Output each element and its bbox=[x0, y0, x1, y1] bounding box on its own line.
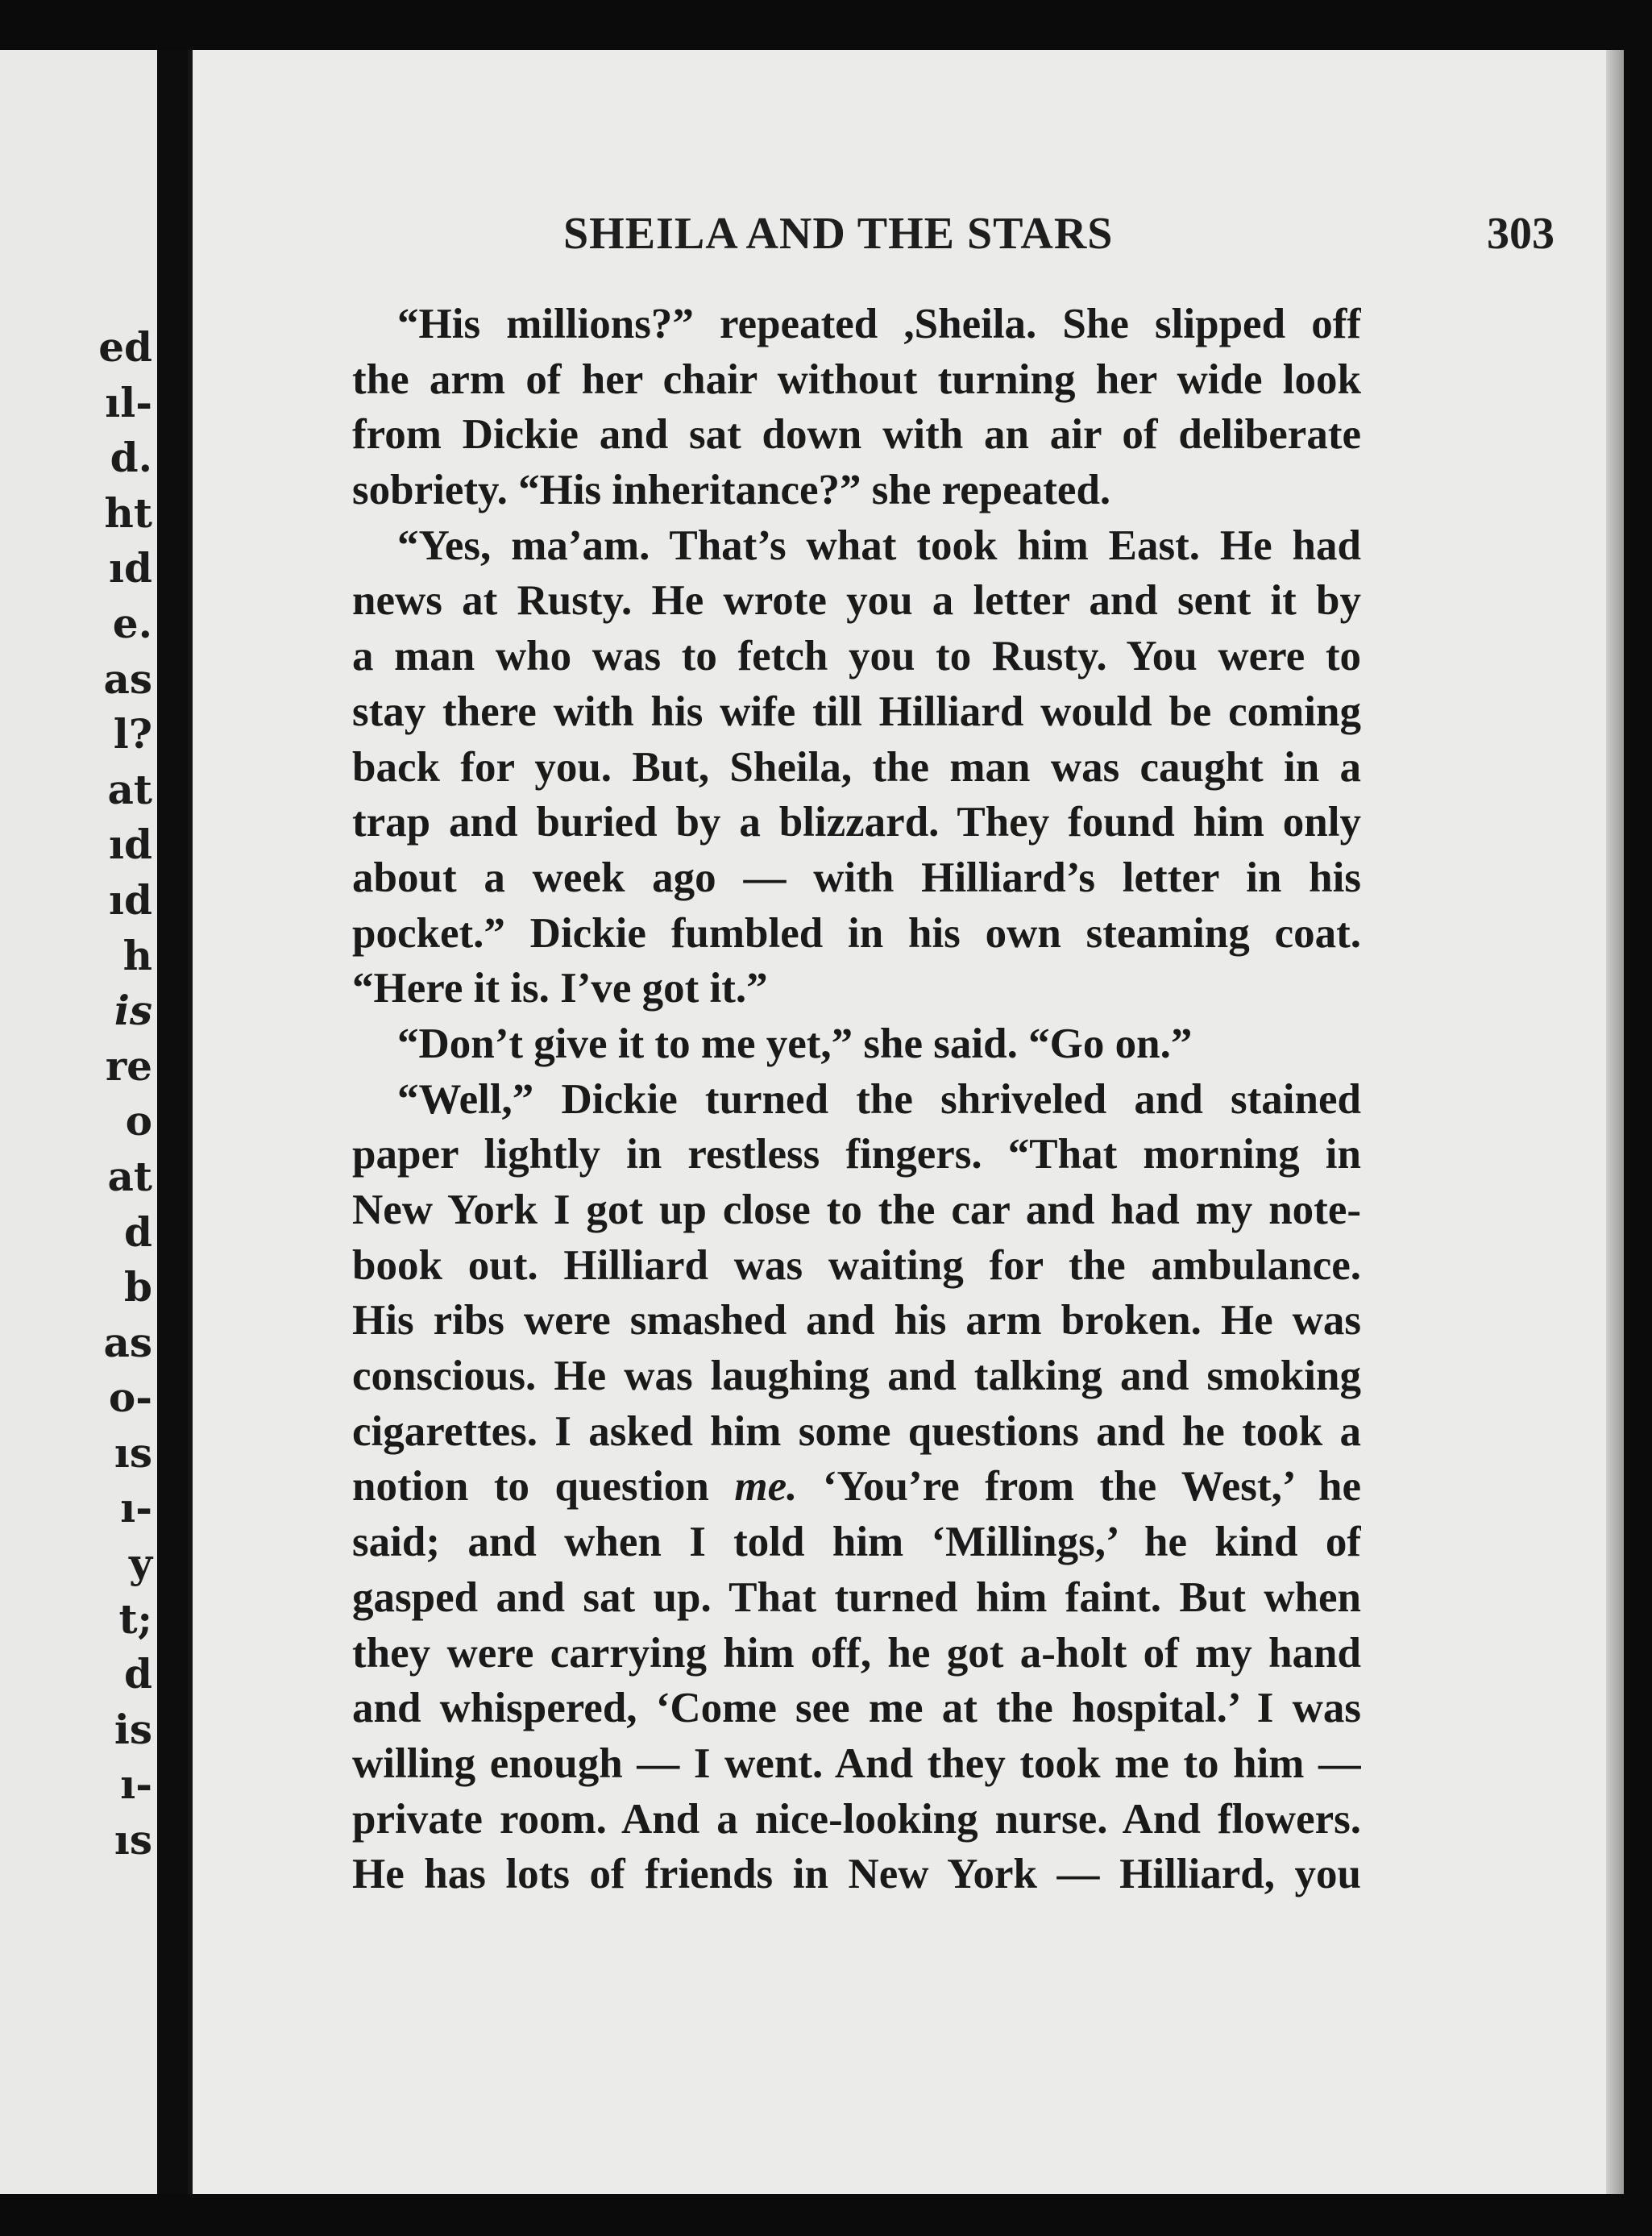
text-line: said; and when I told him ‘Millings,’ he kind of bbox=[352, 1519, 1361, 1566]
facing-line: d bbox=[124, 1207, 152, 1256]
facing-line: ed bbox=[98, 323, 152, 371]
text-line: “Here it is. I’ve got it.” bbox=[352, 965, 768, 1012]
text-line: “Yes, ma’am. That’s what took him East. He had bbox=[397, 522, 1361, 569]
text-line: book out. Hilliard was waiting for the ambulance. bbox=[352, 1241, 1361, 1289]
facing-line: ıd bbox=[109, 875, 152, 924]
text-line: private room. And a nice-looking nurse. And flowers. bbox=[352, 1795, 1361, 1843]
facing-page bbox=[0, 50, 157, 2194]
text-line: willing enough — I went. And they took me to him — bbox=[352, 1739, 1361, 1787]
text-line: cigarettes. I asked him some questions and he took a bbox=[352, 1407, 1361, 1455]
text-line bbox=[352, 1459, 1361, 1515]
facing-line: o- bbox=[108, 1374, 152, 1422]
facing-line: is bbox=[114, 1705, 152, 1753]
text-line: “Well,” Dickie turned the shriveled and stained bbox=[397, 1075, 1361, 1123]
text-line: about a week ago — with Hilliard’s letter in his bbox=[352, 854, 1361, 901]
text-line: news at Rusty. He wrote you a letter and sent it by bbox=[352, 577, 1361, 625]
facing-line: h bbox=[122, 931, 152, 979]
text-line: they were carrying him off, he got a-holt of my hand bbox=[352, 1629, 1361, 1677]
facing-line: l? bbox=[113, 710, 152, 758]
page-number: 303 bbox=[1487, 209, 1554, 259]
text-line: gasped and sat up. That turned him faint. But when bbox=[352, 1573, 1361, 1621]
facing-line: ı- bbox=[120, 1484, 152, 1532]
facing-line: d. bbox=[110, 434, 152, 482]
facing-page-text bbox=[0, 320, 157, 1868]
text-line: His ribs were smashed and his arm broken. He was bbox=[352, 1297, 1361, 1345]
text-line: New York I got up close to the car and had my note- bbox=[352, 1187, 1361, 1233]
facing-line: re bbox=[105, 1041, 152, 1090]
facing-line: ıl- bbox=[105, 378, 152, 426]
facing-line: as bbox=[103, 1318, 152, 1366]
facing-line: t; bbox=[118, 1594, 152, 1643]
facing-line: y bbox=[128, 1540, 152, 1588]
facing-line: ı- bbox=[120, 1760, 152, 1809]
facing-line: ıd bbox=[109, 544, 152, 592]
facing-line: ht bbox=[104, 488, 152, 537]
facing-line: d bbox=[124, 1650, 152, 1698]
text-line: “His millions?” repeated ,Sheila. She slipped off bbox=[397, 301, 1361, 347]
facing-line: at bbox=[107, 765, 152, 813]
body-text bbox=[352, 297, 1361, 1902]
text-line: back for you. But, Sheila, the man was caught in a bbox=[352, 743, 1361, 791]
book-gutter bbox=[157, 50, 188, 2194]
text-line: trap and buried by a blizzard. They found him only bbox=[352, 799, 1361, 846]
text-line: from Dickie and sat down with an air of deliberate bbox=[352, 411, 1361, 459]
text-line: a man who was to fetch you to Rusty. You were to bbox=[352, 633, 1361, 680]
text-run: notion to question bbox=[352, 1463, 709, 1511]
text-line: He has lots of friends in New York — Hilliard, you bbox=[352, 1851, 1361, 1898]
facing-line: ıs bbox=[114, 1428, 152, 1477]
book-page bbox=[188, 50, 1624, 2194]
facing-line: ıs bbox=[114, 1816, 152, 1864]
facing-line: ıd bbox=[109, 821, 152, 869]
text-line: “Don’t give it to me yet,” she said. “Go on.” bbox=[397, 1020, 1193, 1067]
text-line: conscious. He was laughing and talking and smoking bbox=[352, 1353, 1361, 1400]
text-line: and whispered, ‘Come see me at the hospital.’ I was bbox=[352, 1685, 1361, 1732]
text-line: paper lightly in restless fingers. “That morning in bbox=[352, 1131, 1361, 1178]
text-line: sobriety. “His inheritance?” she repeated. bbox=[352, 467, 1111, 514]
italic-emphasis: me. bbox=[734, 1463, 798, 1511]
facing-line: at bbox=[107, 1152, 152, 1200]
facing-line: b bbox=[124, 1263, 152, 1311]
text-line: stay there with his wife till Hilliard would be coming bbox=[352, 688, 1361, 735]
page-edge-shadow bbox=[1606, 50, 1624, 2194]
facing-line: e. bbox=[112, 599, 152, 647]
text-line: the arm of her chair without turning her wide look bbox=[352, 355, 1361, 403]
facing-line: is bbox=[114, 987, 152, 1035]
text-run: ‘You’re from the West,’ he bbox=[822, 1463, 1361, 1511]
text-line: pocket.” Dickie fumbled in his own steaming coat. bbox=[352, 909, 1361, 957]
facing-line: as bbox=[103, 655, 152, 703]
running-title: SHEILA AND THE STARS bbox=[563, 209, 1114, 259]
facing-line: o bbox=[125, 1097, 152, 1145]
